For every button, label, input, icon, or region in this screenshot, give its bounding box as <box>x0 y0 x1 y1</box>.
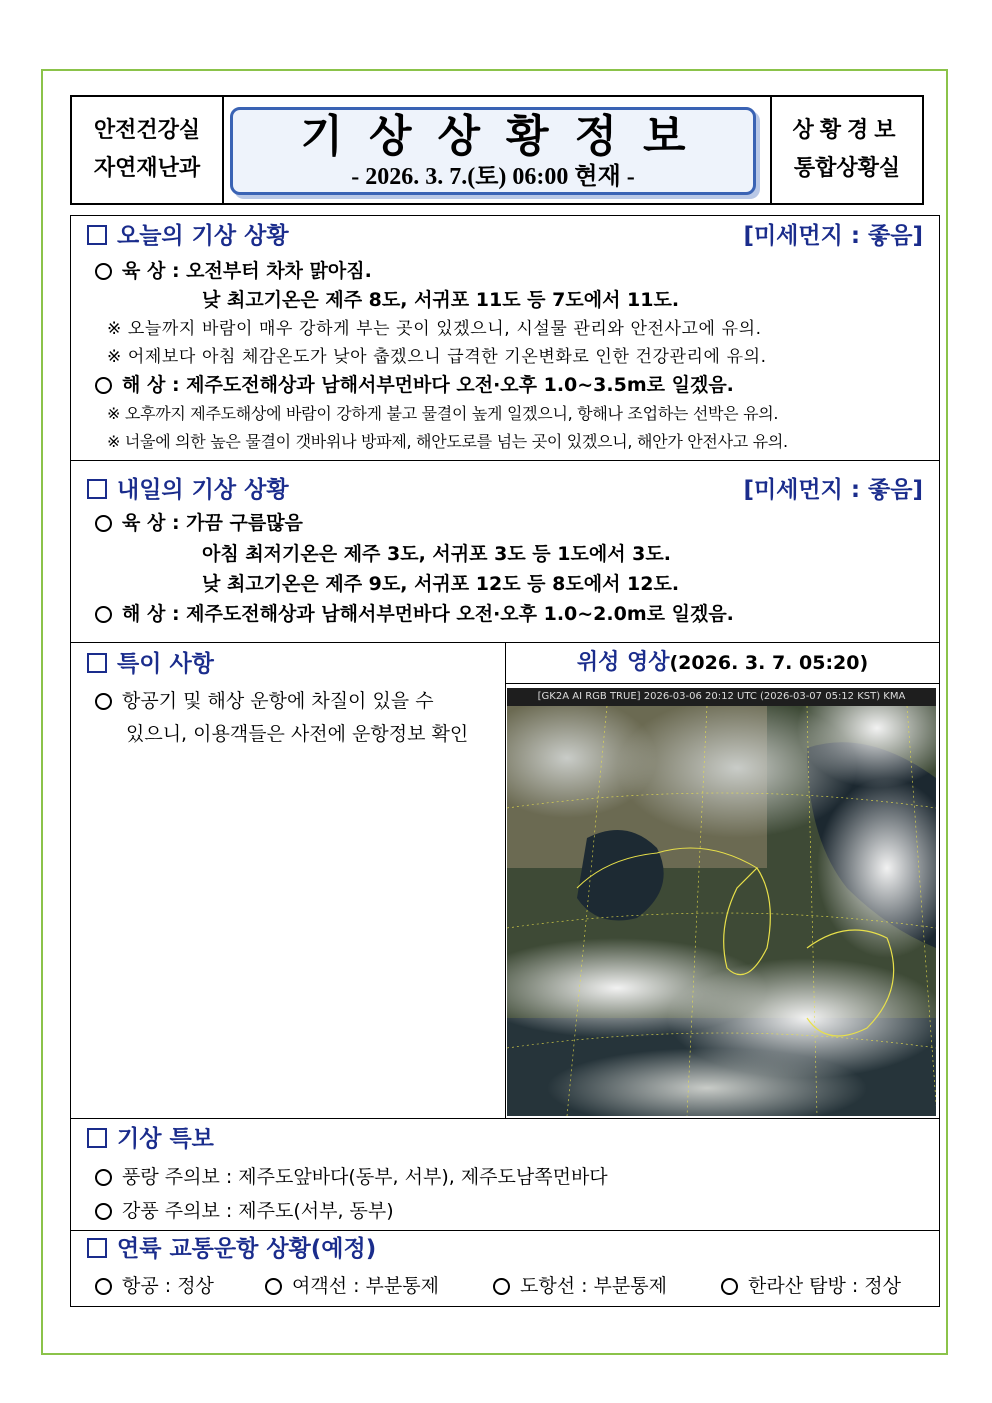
today-heading: 오늘의 기상 상황 <box>87 221 289 251</box>
transport-ferry: 여객선 : 부분통제 <box>265 1272 439 1300</box>
today-note-3: ※ 오후까지 제주도해상에 바람이 강하게 불고 물결이 높게 일겠으니, 항해나 조업하는 선박은 유의. <box>107 404 779 423</box>
department-block <box>72 97 224 203</box>
circle-bullet-icon <box>95 515 112 532</box>
warning-item-1: 풍랑 주의보 : 제주도앞바다(동부, 서부), 제주도남쪽먼바다 <box>95 1163 608 1191</box>
column-divider <box>505 642 506 1118</box>
circle-bullet-icon <box>95 263 112 280</box>
tomorrow-land: 육 상 : 가끔 구름많음 <box>95 509 303 537</box>
circle-bullet-icon <box>95 377 112 394</box>
circle-bullet-icon <box>95 1169 112 1186</box>
tomorrow-sea: 해 상 : 제주도전해상과 남해서부먼바다 오전·오후 1.0~2.0m로 일겠음. <box>95 600 734 628</box>
department-line1: 안전건강실 <box>93 118 201 143</box>
special-text-2: 있으니, 이용객들은 사전에 운항정보 확인 <box>126 723 469 745</box>
special-text-1: 항공기 및 해상 운항에 차질이 있을 수 <box>95 687 434 715</box>
transport-air: 항공 : 정상 <box>95 1272 214 1300</box>
tomorrow-dust-status: [미세먼지 : 좋음] <box>743 477 923 503</box>
circle-bullet-icon <box>265 1278 282 1295</box>
checkbox-icon <box>87 1128 107 1148</box>
special-heading: 특이 사항 <box>87 649 214 679</box>
transport-section <box>70 1230 940 1307</box>
checkbox-icon <box>87 1238 107 1258</box>
tomorrow-min-temp: 아침 최저기온은 제주 3도, 서귀포 3도 등 1도에서 3도. <box>202 543 671 565</box>
title-banner <box>230 107 756 195</box>
circle-bullet-icon <box>95 1203 112 1220</box>
warnings-heading: 기상 특보 <box>87 1124 214 1154</box>
satellite-image <box>507 688 936 1116</box>
checkbox-icon <box>87 225 107 245</box>
today-sea: 해 상 : 제주도전해상과 남해서부먼바다 오전·오후 1.0~3.5m로 일겠음. <box>95 371 734 399</box>
circle-bullet-icon <box>95 606 112 623</box>
office-block <box>770 97 922 203</box>
report-header <box>70 95 924 205</box>
satellite-title: 위성 영상(2026. 3. 7. 05:20) <box>506 642 939 684</box>
today-land-temp: 낮 최고기온은 제주 8도, 서귀포 11도 등 7도에서 11도. <box>202 289 680 311</box>
report-date: - 2026. 3. 7.(토) 06:00 현재 - <box>351 164 635 190</box>
circle-bullet-icon <box>493 1278 510 1295</box>
today-note-1: ※ 오늘까지 바람이 매우 강하게 부는 곳이 있겠으니, 시설물 관리와 안전사고에 유의. <box>107 319 762 339</box>
circle-bullet-icon <box>95 693 112 710</box>
warnings-section <box>70 1118 940 1231</box>
office-line1: 상황경보 <box>792 118 902 143</box>
department-line2: 자연재난과 <box>93 156 201 181</box>
checkbox-icon <box>87 653 107 673</box>
circle-bullet-icon <box>95 1278 112 1295</box>
circle-bullet-icon <box>721 1278 738 1295</box>
transport-heading: 연륙 교통운항 상황(예정) <box>87 1234 376 1264</box>
office-line2: 통합상황실 <box>793 156 901 181</box>
transport-hallasan: 한라산 탐방 : 정상 <box>721 1272 901 1300</box>
satellite-map <box>507 688 936 1116</box>
tomorrow-max-temp: 낮 최고기온은 제주 9도, 서귀포 12도 등 8도에서 12도. <box>202 573 680 595</box>
tomorrow-section <box>70 460 940 643</box>
today-note-4: ※ 너울에 의한 높은 물결이 갯바위나 방파제, 해안도로를 넘는 곳이 있겠으니, 해안가 안전사고 유의. <box>107 432 788 451</box>
satellite-caption: [GK2A AI RGB TRUE] 2026-03-06 20:12 UTC (2026-03-07 05:12 KST) KMA <box>507 688 936 706</box>
today-land: 육 상 : 오전부터 차차 맑아짐. <box>95 257 372 285</box>
today-dust-status: [미세먼지 : 좋음] <box>743 223 923 249</box>
tomorrow-heading: 내일의 기상 상황 <box>87 475 289 505</box>
transport-island-ferry: 도항선 : 부분통제 <box>493 1272 667 1300</box>
report-title: 기상상황정보 <box>300 111 712 162</box>
checkbox-icon <box>87 479 107 499</box>
warning-item-2: 강풍 주의보 : 제주도(서부, 동부) <box>95 1197 394 1225</box>
today-note-2: ※ 어제보다 아침 체감온도가 낮아 춥겠으니 급격한 기온변화로 인한 건강관리에 유의. <box>107 347 767 367</box>
today-section <box>70 215 940 461</box>
